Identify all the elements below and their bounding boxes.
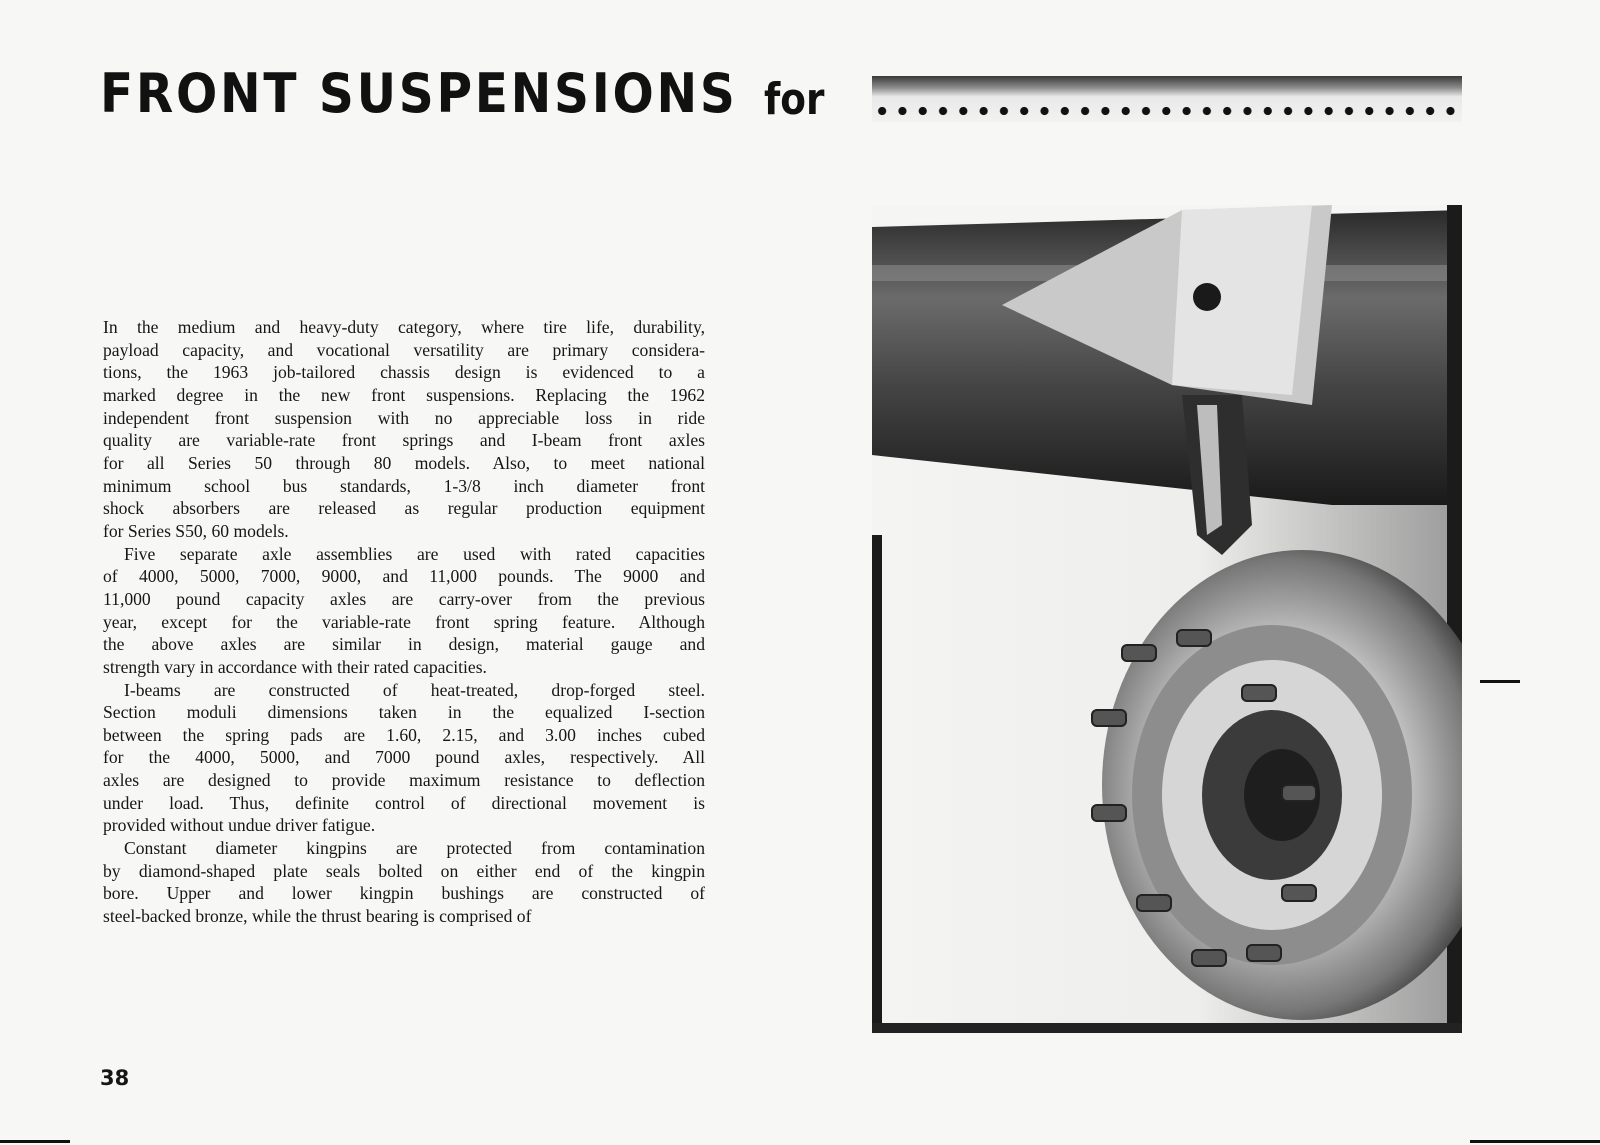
text-line: tions, the 1963 job-tailored chassis design is evidenced to a [103,362,705,383]
text-line: strength vary in accordance with their rated capacities. [103,656,487,677]
text-line: quality are variable-rate front springs and I-beam front axles [103,430,705,451]
text-line: for Series S50, 60 models. [103,520,289,541]
dotted-title-bar [872,76,1462,122]
text-line: between the spring pads are 1.60, 2.15, and 3.00 inches cubed [103,724,705,745]
text-line: Constant diameter kingpins are protected from contamination [124,838,705,859]
title-suffix: for [764,74,825,125]
text-line: by diamond-shaped plate seals bolted on either end of the kingpin [103,860,705,881]
text-line: under load. Thus, definite control of directional movement is [103,792,705,813]
text-line: I-beams are constructed of heat-treated, drop-forged steel. [124,679,705,700]
front-suspension-photo [872,205,1462,1033]
paragraph [103,837,705,928]
page-title: FRONT SUSPENSIONS [100,62,738,125]
text-line: of 4000, 5000, 7000, 9000, and 11,000 pounds. The 9000 and [103,566,705,587]
text-line: year, except for the variable-rate front spring feature. Although [103,611,705,632]
text-line: In the medium and heavy-duty category, where tire life, durability, [103,317,705,337]
scan-edge-mark [1480,680,1520,683]
text-line: Five separate axle assemblies are used with rated capacities [124,543,705,564]
text-line: bore. Upper and lower kingpin bushings are constructed of [103,883,705,904]
paragraph [103,543,705,679]
text-line: payload capacity, and vocational versatility are primary considera- [103,339,705,360]
article-body [103,316,705,928]
dot-leader [872,106,1462,116]
scan-edge-mark [1470,1140,1600,1143]
paragraph [103,316,705,543]
scan-edge-mark [0,1140,70,1143]
text-line: provided without undue driver fatigue. [103,815,376,836]
text-line: Section moduli dimensions taken in the equalized I-section [103,702,705,723]
text-line: steel-backed bronze, while the thrust bearing is comprised of [103,906,532,927]
text-line: shock absorbers are released as regular production equipment [103,498,705,519]
page-number: 38 [100,1066,130,1090]
text-line: marked degree in the new front suspensions. Replacing the 1962 [103,384,705,405]
text-line: 11,000 pound capacity axles are carry-over from the previous [103,588,705,609]
text-line: the above axles are similar in design, material gauge and [103,634,705,655]
text-line: for the 4000, 5000, and 7000 pound axles, respectively. All [103,747,705,768]
text-line: for all Series 50 through 80 models. Also, to meet national [103,452,705,473]
paragraph [103,679,705,838]
text-line: independent front suspension with no appreciable loss in ride [103,407,705,428]
text-line: minimum school bus standards, 1-3/8 inch diameter front [103,475,705,496]
text-line: axles are designed to provide maximum resistance to deflection [103,770,705,791]
